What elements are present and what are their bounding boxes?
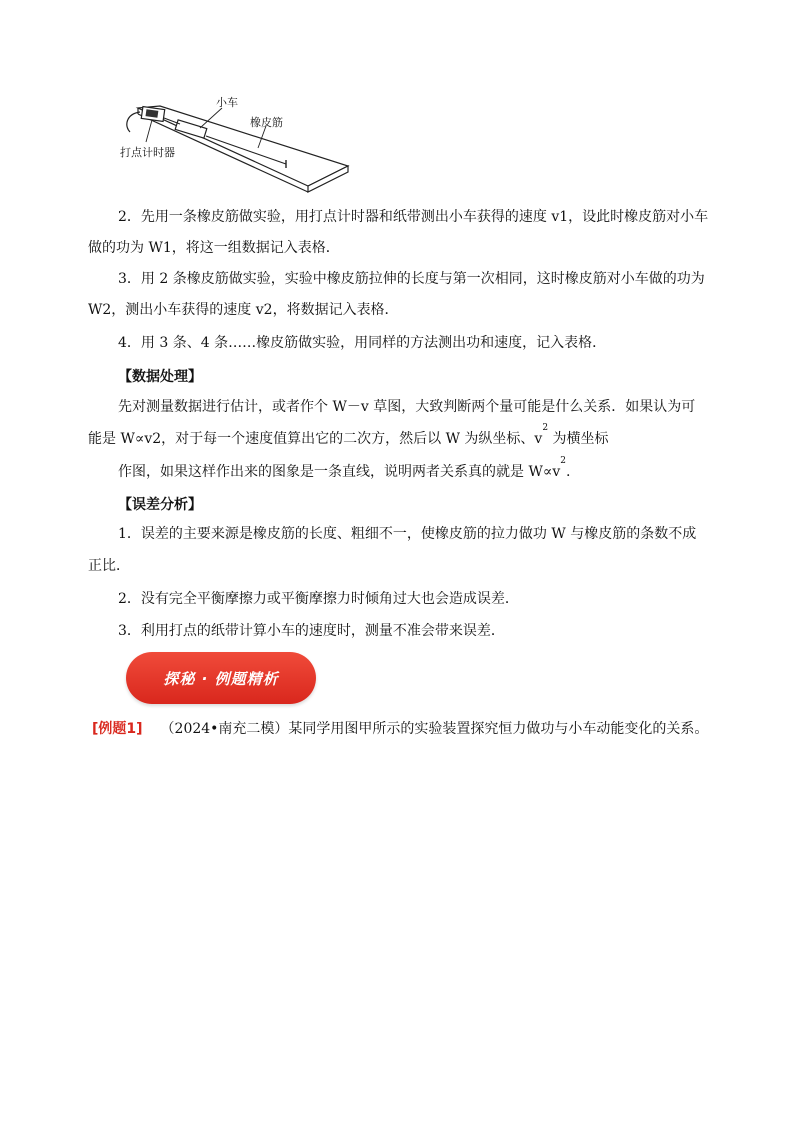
data-processing-heading: 【数据处理】 — [118, 369, 202, 385]
step-3-line-1: 3．用 2 条橡皮筋做实验，实验中橡皮筋拉伸的长度与第一次相同，这时橡皮筋对小车做的功为 — [118, 271, 705, 287]
data-processing-line-2: 能是 W∝v2，对于每一个速度值算出它的二次方，然后以 W 为纵坐标、$v^2$ 为横坐标 — [88, 423, 609, 447]
step-2-line-2: 做的功为 W1，将这一组数据记入表格． — [88, 240, 340, 256]
step-2-line-1: 2．先用一条橡皮筋做实验，用打点计时器和纸带测出小车获得的速度 v1，设此时橡皮筋对小车 — [118, 209, 709, 225]
data-processing-line-3: 作图，如果这样作出来的图象是一条直线，说明两者关系真的就是 $W\propto v^2$. — [118, 456, 571, 480]
label-rubber-band: 橡皮筋 — [250, 116, 283, 129]
label-cart: 小车 — [216, 96, 238, 109]
apparatus-figure — [118, 96, 353, 198]
example-tag: [例题1] — [92, 721, 143, 737]
data-processing-line-1: 先对测量数据进行估计，或者作个 W－v 草图，大致判断两个量可能是什么关系．如果认为可 — [118, 399, 696, 415]
example-section-banner — [126, 652, 316, 704]
error-2: 2．没有完全平衡摩擦力或平衡摩擦力时倾角过大也会造成误差． — [118, 591, 519, 607]
error-3: 3．利用打点的纸带计算小车的速度时，测量不准会带来误差． — [118, 623, 505, 639]
error-1-line-1: 1．误差的主要来源是橡皮筋的长度、粗细不一，使橡皮筋的拉力做功 W 与橡皮筋的条数不成 — [118, 526, 697, 542]
example-1 — [92, 718, 708, 738]
step-4-line-1: 4．用 3 条、4 条……橡皮筋做实验，用同样的方法测出功和速度，记入表格． — [118, 335, 607, 351]
step-3-line-2: W2，测出小车获得的速度 v2，将数据记入表格． — [88, 302, 399, 318]
error-1-line-2: 正比． — [88, 558, 130, 574]
error-analysis-heading: 【误差分析】 — [118, 497, 202, 513]
label-timer: 打点计时器 — [120, 146, 175, 159]
example-text: （2024•南充二模）某同学用图甲所示的实验装置探究恒力做功与小车动能变化的关系。 — [160, 721, 709, 737]
paper-tape — [127, 112, 140, 132]
banner-label: 探秘 · 例题精析 — [163, 669, 279, 688]
